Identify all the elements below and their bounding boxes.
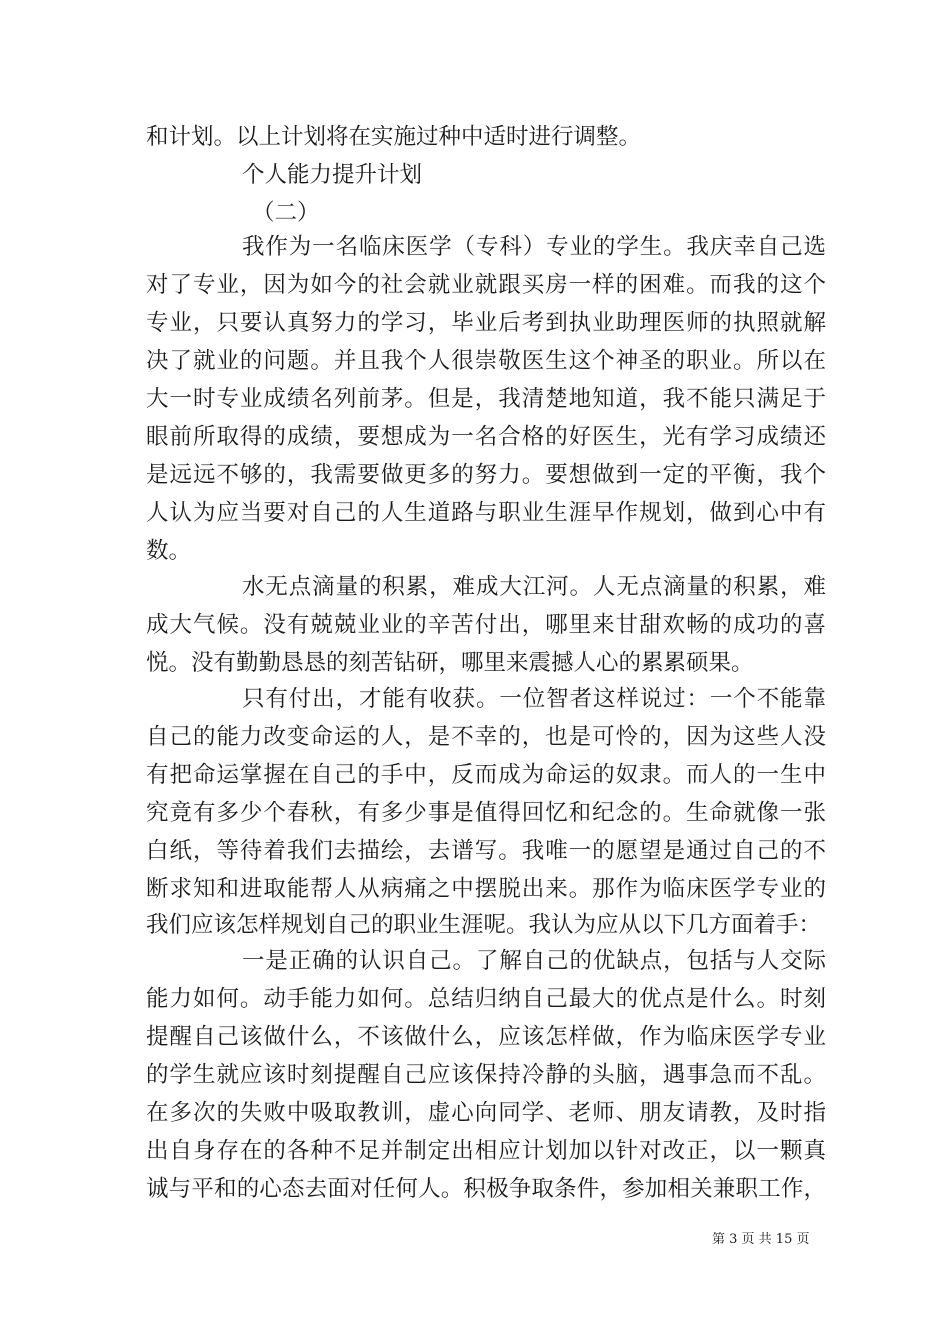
paragraph-line: 水无点滴量的积累，难成大江河。人无点滴量的积累，难 bbox=[242, 574, 826, 600]
paragraph-line: 数。 bbox=[146, 538, 192, 564]
paragraph-line: 能力如何。动手能力如何。总结归纳自己最大的优点是什么。时刻 bbox=[146, 986, 826, 1012]
paragraph-line: 决了就业的问题。并且我个人很崇敬医生这个神圣的职业。所以在 bbox=[146, 348, 826, 374]
paragraph-line: 究竟有多少个春秋，有多少事是值得回忆和纪念的。生命就像一张 bbox=[146, 800, 826, 826]
paragraph-line: 一是正确的认识自己。了解自己的优缺点，包括与人交际 bbox=[242, 948, 826, 974]
paragraph-line: 大一时专业成绩名列前茅。但是，我清楚地知道，我不能只满足于 bbox=[146, 386, 826, 412]
paragraph-line: 的学生就应该时刻提醒自己应该保持冷静的头脑，遇事急而不乱。 bbox=[146, 1062, 826, 1088]
text-line: 和计划。以上计划将在实施过种中适时进行调整。 bbox=[146, 124, 642, 150]
paragraph-line: 我们应该怎样规划自己的职业生涯呢。我认为应从以下几方面着手： bbox=[146, 912, 822, 938]
paragraph-line: 对了专业，因为如今的社会就业就跟买房一样的困难。而我的这个 bbox=[146, 272, 826, 298]
section-subheading: （二） bbox=[252, 200, 320, 226]
paragraph-line: 提醒自己该做什么，不该做什么，应该怎样做，作为临床医学专业 bbox=[146, 1024, 826, 1050]
paragraph-line: 人认为应当要对自己的人生道路与职业生涯早作规划，做到心中有 bbox=[146, 500, 826, 526]
paragraph-line: 只有付出，才能有收获。一位智者这样说过：一个不能靠 bbox=[242, 686, 826, 712]
paragraph-line: 是远远不够的，我需要做更多的努力。要想做到一定的平衡，我个 bbox=[146, 462, 826, 488]
paragraph-line: 眼前所取得的成绩，要想成为一名合格的好医生，光有学习成绩还 bbox=[146, 424, 826, 450]
paragraph-line: 我作为一名临床医学（专科）专业的学生。我庆幸自己选 bbox=[242, 234, 826, 260]
paragraph-line: 在多次的失败中吸取教训，虚心向同学、老师、朋友请教，及时指 bbox=[146, 1100, 826, 1126]
paragraph-line: 自己的能力改变命运的人，是不幸的，也是可怜的，因为这些人没 bbox=[146, 724, 826, 750]
paragraph-line: 悦。没有勤勤恳恳的刻苦钻研，哪里来震撼人心的累累硕果。 bbox=[146, 650, 754, 676]
page-number-footer: 第 3 页 共 15 页 bbox=[712, 1232, 810, 1247]
paragraph-line: 白纸，等待着我们去描绘，去谱写。我唯一的愿望是通过自己的不 bbox=[146, 838, 826, 864]
paragraph-line: 有把命运掌握在自己的手中，反而成为命运的奴隶。而人的一生中 bbox=[146, 762, 826, 788]
paragraph-line: 成大气候。没有兢兢业业的辛苦付出，哪里来甘甜欢畅的成功的喜 bbox=[146, 612, 826, 638]
paragraph-line: 出自身存在的各种不足并制定出相应计划加以针对改正，以一颗真 bbox=[146, 1138, 826, 1164]
paragraph-line: 诚与平和的心态去面对任何人。积极争取条件，参加相关兼职工作， bbox=[146, 1176, 826, 1202]
paragraph-line: 断求知和进取能帮人从病痛之中摆脱出来。那作为临床医学专业的 bbox=[146, 876, 826, 902]
paragraph-line: 专业，只要认真努力的学习，毕业后考到执业助理医师的执照就解 bbox=[146, 310, 826, 336]
section-heading: 个人能力提升计划 bbox=[242, 162, 423, 188]
